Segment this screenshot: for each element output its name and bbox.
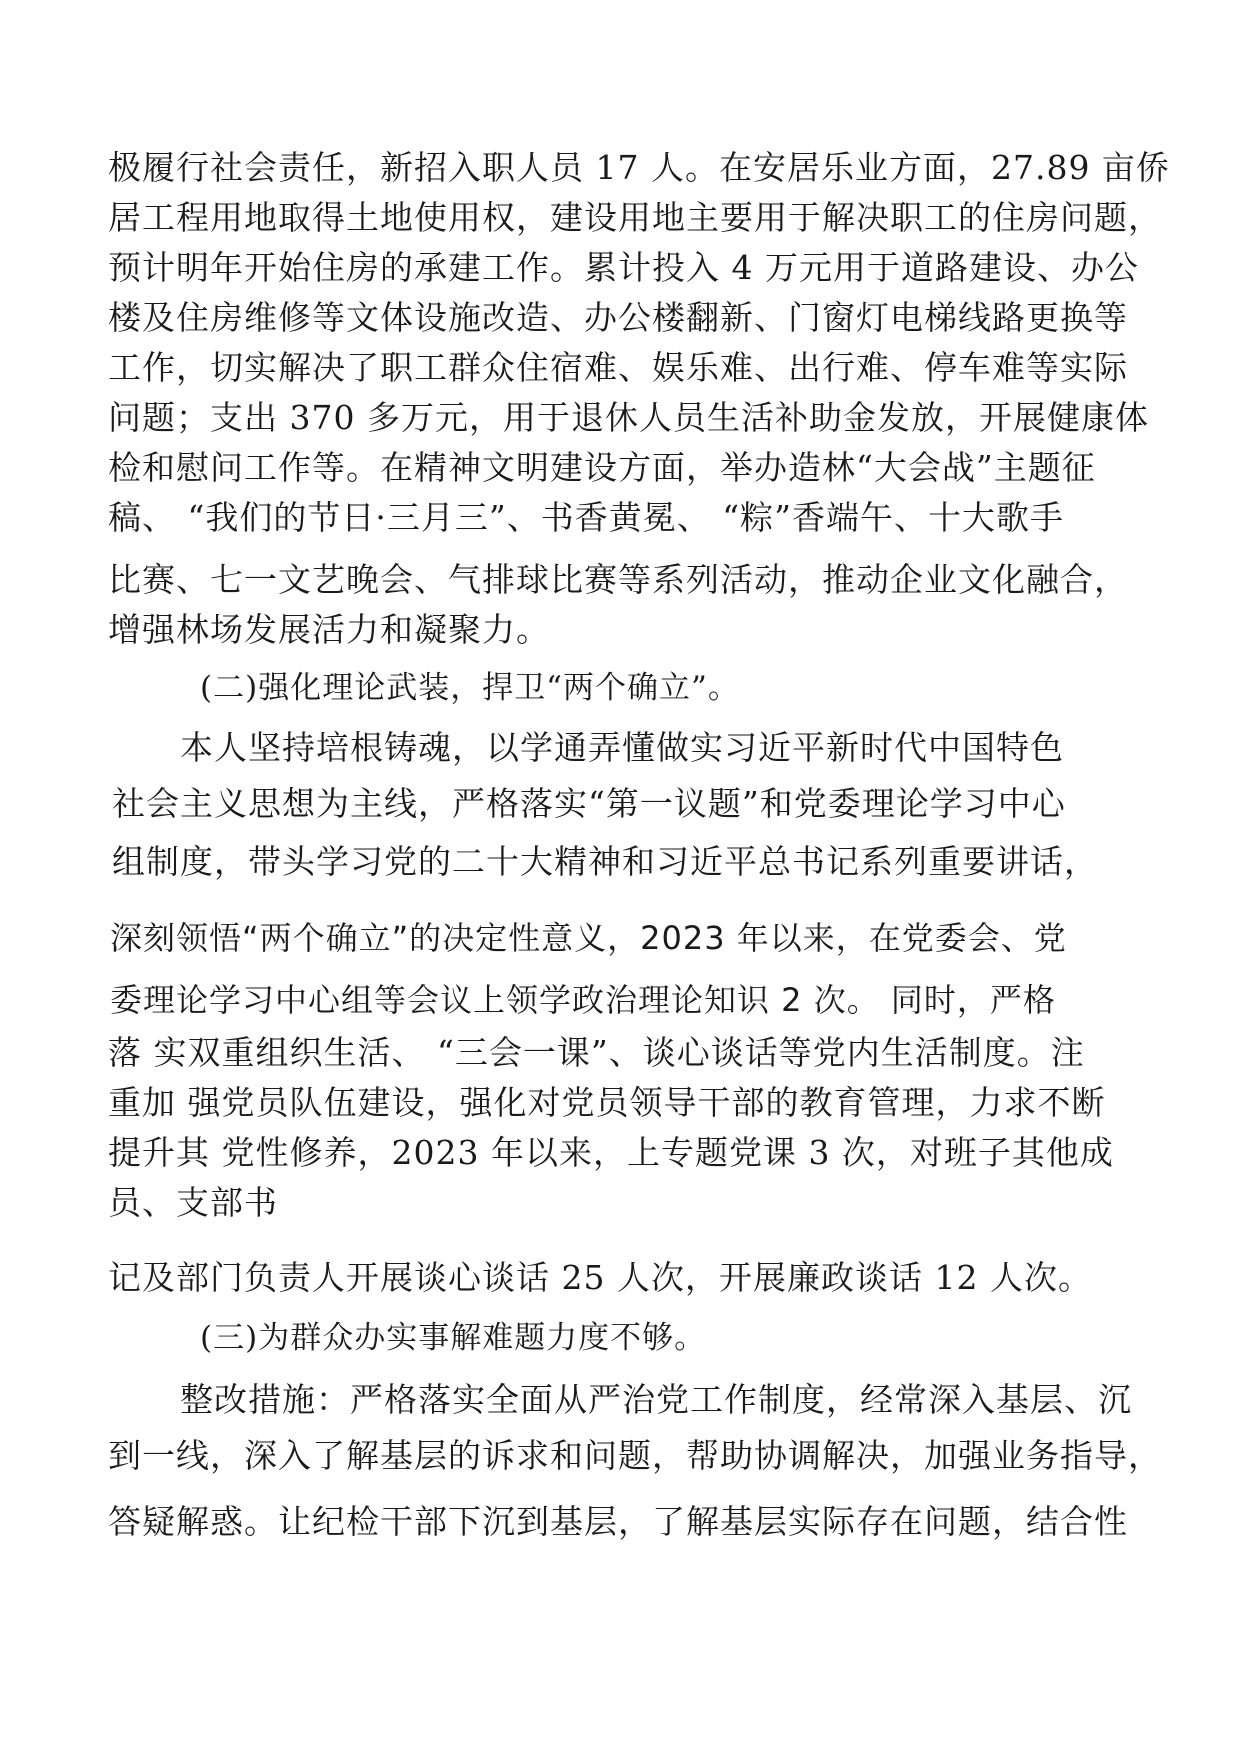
section-heading-3: (三)为群众办实事解难题力度不够。 [200, 1320, 707, 1356]
paragraph-line: 提升其 党性修养，2023 年以来，上专题党课 3 次，对班子其他成 [108, 1133, 1114, 1172]
paragraph-line: 检和慰问工作等。在精神文明建设方面，举办造林“大会战”主题征 [108, 448, 1096, 487]
paragraph-line: 居工程用地取得土地使用权，建设用地主要用于解决职工的住房问题， [108, 198, 1162, 237]
paragraph-line: 落 实双重组织生活、 “三会一课”、谈心谈话等党内生活制度。注 [108, 1033, 1085, 1072]
paragraph-line: 社会主义思想为主线，严格落实“第一议题”和党委理论学习中心 [112, 784, 1066, 823]
paragraph-line: 本人坚持培根铸魂，以学通弄懂做实习近平新时代中国特色 [180, 728, 1064, 767]
paragraph-line: 稿、 “我们的节日·三月三”、书香黄冕、 “粽”香端午、十大歌手 [108, 498, 1064, 537]
paragraph-line: 委理论学习中心组等会议上领学政治理论知识 2 次。 同时，严格 [110, 981, 1056, 1019]
paragraph-line: 工作，切实解决了职工群众住宿难、娱乐难、出行难、停车难等实际 [108, 348, 1128, 387]
section-heading-2: (二)强化理论武装，捍卫“两个确立”。 [200, 670, 740, 706]
paragraph-line: 重加 强党员队伍建设，强化对党员领导干部的教育管理，力求不断 [108, 1083, 1106, 1122]
paragraph-line: 组制度，带头学习党的二十大精神和习近平总书记系列重要讲话， [112, 842, 1098, 881]
paragraph-line: 问题；支出 370 多万元，用于退休人员生活补助金发放，开展健康体 [108, 398, 1149, 437]
paragraph-line: 楼及住房维修等文体设施改造、办公楼翻新、门窗灯电梯线路更换等 [108, 298, 1128, 337]
paragraph-line: 记及部门负责人开展谈心谈话 25 人次，开展廉政谈话 12 人次。 [108, 1258, 1092, 1297]
paragraph-line: 到一线，深入了解基层的诉求和问题，帮助协调解决，加强业务指导， [108, 1436, 1162, 1475]
paragraph-line: 增强林场发展活力和凝聚力。 [108, 610, 550, 649]
paragraph-line: 比赛、七一文艺晚会、气排球比赛等系列活动，推动企业文化融合， [108, 560, 1128, 599]
paragraph-line: 极履行社会责任，新招入职人员 17 人。在安居乐业方面，27.89 亩侨 [108, 148, 1170, 187]
paragraph-line: 员、支部书 [108, 1183, 278, 1222]
paragraph-line: 深刻领悟“两个确立”的决定性意义，2023 年以来，在党委会、党 [110, 919, 1067, 957]
paragraph-line: 答疑解惑。让纪检干部下沉到基层，了解基层实际存在问题，结合性 [108, 1502, 1128, 1541]
paragraph-line: 预计明年开始住房的承建工作。累计投入 4 万元用于道路建设、办公 [108, 248, 1139, 287]
paragraph-line: 整改措施：严格落实全面从严治党工作制度，经常深入基层、沉 [180, 1380, 1132, 1419]
